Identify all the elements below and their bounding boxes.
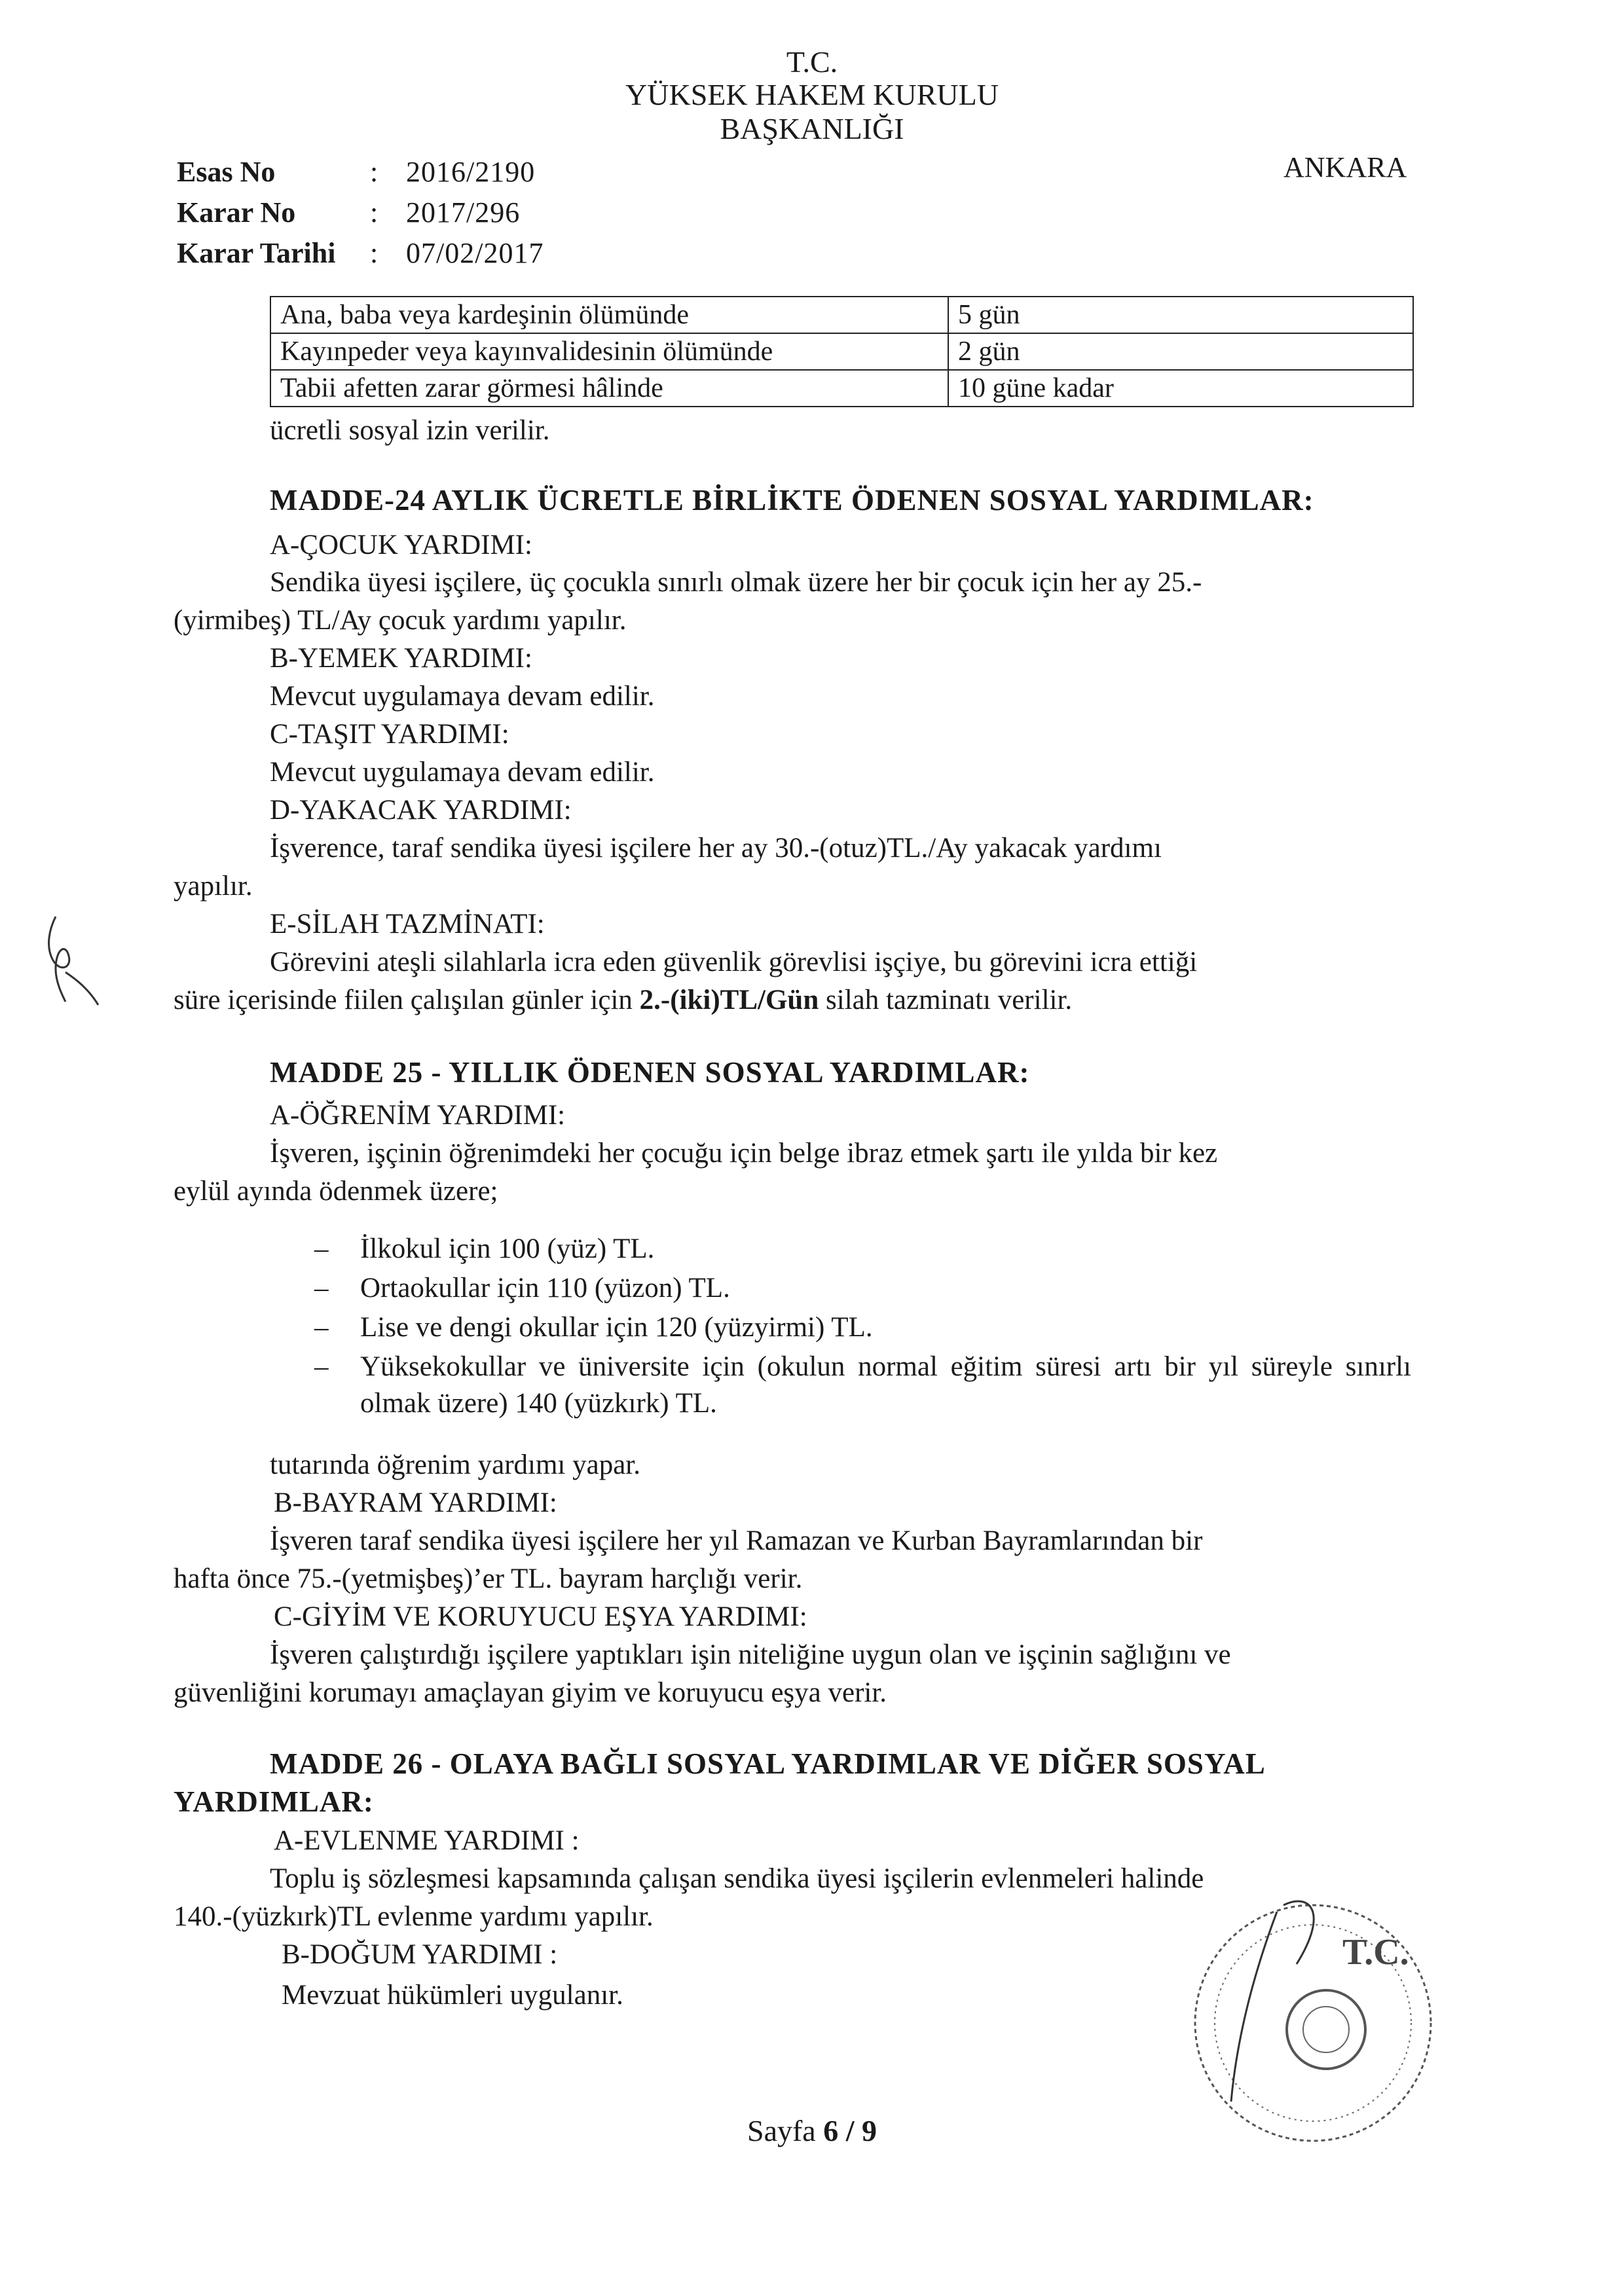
m24-b-title: B-YEMEK YARDIMI:: [270, 643, 532, 674]
m26-title2: YARDIMLAR:: [174, 1785, 374, 1818]
karar-row: [177, 192, 544, 233]
karar-value: 2017/296: [406, 196, 521, 228]
page-label: Sayfa: [747, 2114, 824, 2147]
after-table-text: ücretli sosyal izin verilir.: [270, 415, 550, 446]
table-row: [270, 297, 1413, 333]
leave-table: [270, 296, 1414, 407]
table-row: [270, 370, 1413, 407]
table-row: [270, 333, 1413, 370]
m24-a-title: A-ÇOCUK YARDIMI:: [270, 530, 532, 560]
m26-b-title: B-DOĞUM YARDIMI :: [282, 1939, 558, 1970]
header-city: ANKARA: [1283, 151, 1407, 183]
esas-value: 2016/2190: [406, 156, 536, 188]
m25-title: MADDE 25 - YILLIK ÖDENEN SOSYAL YARDIMLAR:: [270, 1056, 1030, 1089]
karar-label: Karar No: [177, 196, 296, 228]
m25-a-text2: eylül ayında ödenmek üzere;: [174, 1176, 498, 1207]
leave-days: 10 güne kadar: [948, 370, 1413, 407]
m25-c-text1: İşveren çalıştırdığı işçilere yaptıkları işin niteliğine uygun olan ve işçinin sağlığını ve: [270, 1639, 1231, 1670]
case-meta: [177, 152, 544, 274]
m26-a-text2: 140.-(yüzkırk)TL evlenme yardımı yapılır.: [174, 1901, 654, 1932]
education-aid-list: [314, 1231, 1411, 1422]
m25-b-text2: hafta önce 75.-(yetmişbeş)’er TL. bayram harçlığı verir.: [174, 1563, 803, 1594]
esas-label: Esas No: [177, 156, 276, 188]
m24-e-text2-post: silah tazminatı verilir.: [819, 985, 1073, 1015]
m26-title1: MADDE 26 - OLAYA BAĞLI SOSYAL YARDIMLAR VE DİĞER SOSYAL: [270, 1747, 1266, 1780]
header-department: BAŞKANLIĞI: [720, 112, 904, 145]
m24-title: MADDE-24 AYLIK ÜCRETLE BİRLİKTE ÖDENEN SOSYAL YARDIMLAR:: [270, 484, 1314, 517]
m24-d-text1: İşverence, taraf sendika üyesi işçilere her ay 30.-(otuz)TL./Ay yakacak yardımı: [270, 833, 1162, 864]
m24-e-text1: Görevini ateşli silahlarla icra eden güvenlik görevlisi işçiye, bu görevini icra ettiği: [270, 947, 1198, 977]
page-footer: [0, 2113, 1624, 2148]
m24-e-text2-bold: 2.-(iki)TL/Gün: [639, 985, 819, 1015]
m25-a-title: A-ÖĞRENİM YARDIMI:: [270, 1100, 566, 1131]
tarih-sep: :: [370, 237, 378, 269]
m24-d-title: D-YAKACAK YARDIMI:: [270, 795, 572, 826]
m25-a-text1: İşveren, işçinin öğrenimdeki her çocuğu için belge ibraz etmek şartı ile yılda bir kez: [270, 1138, 1218, 1169]
m24-e-text2-pre: süre içerisinde fiilen çalışılan günler için: [174, 985, 640, 1015]
m24-b-text: Mevcut uygulamaya devam edilir.: [270, 681, 655, 712]
list-item: – İlkokul için 100 (yüz) TL.: [314, 1231, 1411, 1267]
margin-signature: [36, 910, 108, 1008]
m24-e-text2: [174, 982, 1072, 1019]
esas-row: [177, 152, 544, 192]
m25-c-title: C-GİYİM VE KORUYUCU EŞYA YARDIMI:: [274, 1601, 807, 1632]
list-item: – Lise ve dengi okullar için 120 (yüzyirmi) TL.: [314, 1309, 1411, 1346]
tarih-label: Karar Tarihi: [177, 237, 336, 269]
list-item: – Ortaokullar için 110 (yüzon) TL.: [314, 1270, 1411, 1307]
m25-c-text2: güvenliğini korumayı amaçlayan giyim ve koruyucu eşya verir.: [174, 1677, 887, 1708]
m24-c-text: Mevcut uygulamaya devam edilir.: [270, 757, 655, 788]
m24-e-title: E-SİLAH TAZMİNATI:: [270, 909, 545, 939]
tarih-value: 07/02/2017: [406, 237, 544, 269]
m25-b-title: B-BAYRAM YARDIMI:: [274, 1487, 557, 1518]
m25-b-text1: İşveren taraf sendika üyesi işçilere her yıl Ramazan ve Kurban Bayramlarından bir: [270, 1525, 1203, 1556]
header-institution: YÜKSEK HAKEM KURULU: [625, 78, 999, 111]
m24-d-text2: yapılır.: [174, 871, 253, 902]
tarih-row: [177, 233, 544, 274]
leave-case: Kayınpeder veya kayınvalidesinin ölümünde: [270, 333, 948, 370]
leave-case: Tabii afetten zarar görmesi hâlinde: [270, 370, 948, 407]
stamp-text: T.C.: [1342, 1932, 1409, 1973]
m24-a-text2: (yirmibeş) TL/Ay çocuk yardımı yapılır.: [174, 605, 627, 636]
m24-a-text1: Sendika üyesi işçilere, üç çocukla sınırlı olmak üzere her bir çocuk için her ay 25.-: [270, 567, 1202, 598]
leave-days: 5 gün: [948, 297, 1413, 333]
leave-days: 2 gün: [948, 333, 1413, 370]
karar-sep: :: [370, 196, 378, 228]
m26-b-text: Mevzuat hükümleri uygulanır.: [282, 1980, 623, 2011]
m24-c-title: C-TAŞIT YARDIMI:: [270, 719, 509, 750]
esas-sep: :: [370, 156, 378, 188]
page-number: 6 / 9: [823, 2114, 877, 2147]
leave-case: Ana, baba veya kardeşinin ölümünde: [270, 297, 948, 333]
m25-a-after: tutarında öğrenim yardımı yapar.: [270, 1449, 640, 1480]
list-item: – Yüksekokullar ve üniversite için (okulun normal eğitim süresi artı bir yıl süreyle sınırlı olmak üzere) 140 (yüzkırk) TL.: [314, 1349, 1411, 1422]
header-tc: T.C.: [786, 45, 838, 79]
m26-a-text1: Toplu iş sözleşmesi kapsamında çalışan sendika üyesi işçilerin evlenmeleri halinde: [270, 1863, 1204, 1894]
m26-a-title: A-EVLENME YARDIMI :: [274, 1825, 580, 1856]
